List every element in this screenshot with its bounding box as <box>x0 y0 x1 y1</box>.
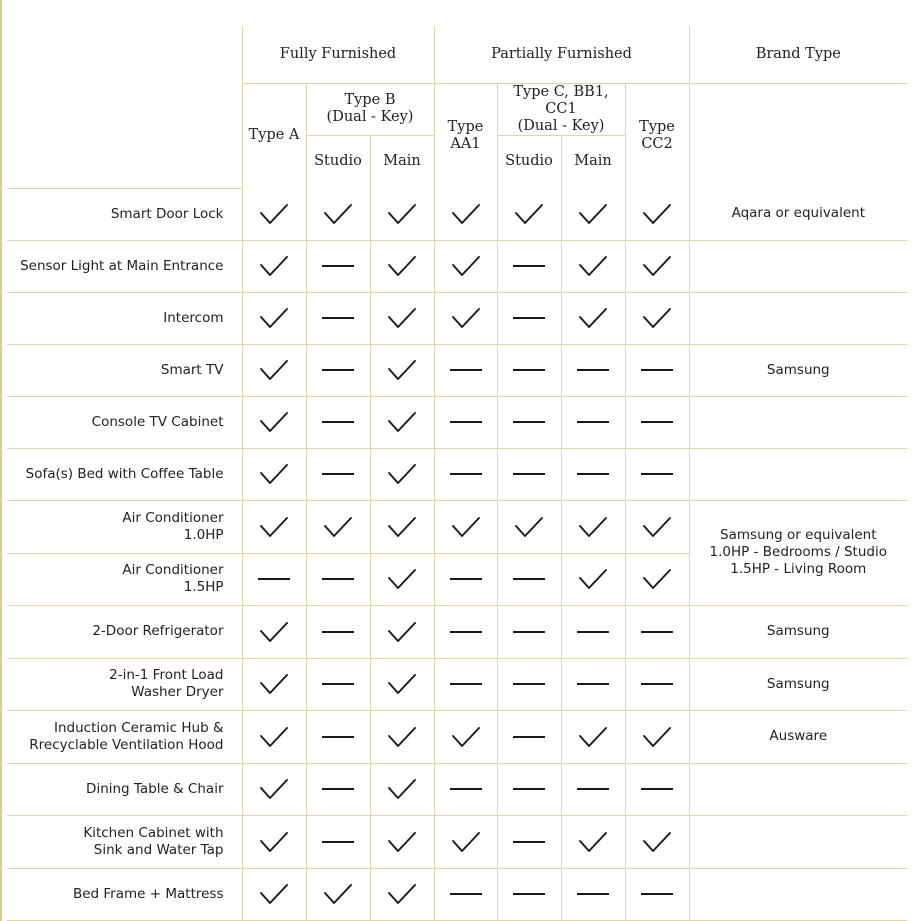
check-icon <box>387 202 417 226</box>
dash-icon <box>322 631 354 633</box>
cell-type-c-main <box>561 710 625 763</box>
feature-line: Kitchen Cabinet with <box>83 824 224 841</box>
dash-icon <box>641 631 673 633</box>
dash-icon <box>450 893 482 895</box>
table-body <box>7 188 907 920</box>
cell-type-aa1 <box>434 188 497 240</box>
cell-type-c-studio <box>497 605 561 658</box>
check-icon <box>259 306 289 330</box>
dash-icon <box>450 683 482 685</box>
check-icon <box>642 254 672 278</box>
cell-type-a <box>242 292 306 344</box>
check-icon <box>387 777 417 801</box>
dash-icon <box>513 893 545 895</box>
header-type-b-subtitle: (Dual - Key) <box>326 109 414 125</box>
brand-type-cell <box>689 658 907 710</box>
table-row <box>7 868 907 920</box>
cell-type-a <box>242 658 306 710</box>
cell-type-a <box>242 605 306 658</box>
feature-line: Smart Door Lock <box>110 205 224 222</box>
dash-icon <box>322 736 354 738</box>
feature-name <box>7 868 242 920</box>
feature-name <box>7 292 242 344</box>
cell-type-aa1 <box>434 553 497 605</box>
feature-name <box>7 240 242 292</box>
dash-icon <box>577 631 609 633</box>
feature-name <box>7 763 242 815</box>
feature-line: Dining Table & Chair <box>86 780 224 797</box>
feature-name <box>7 448 242 500</box>
check-icon <box>387 725 417 749</box>
cell-type-a <box>242 448 306 500</box>
header-blank <box>7 26 242 83</box>
cell-type-c-studio <box>497 553 561 605</box>
feature-line: Console TV Cabinet <box>91 413 224 430</box>
header-type-c-main: Main <box>561 135 625 188</box>
brand-type-cell <box>689 815 907 868</box>
cell-type-b-main <box>370 815 434 868</box>
header-brand-type: Brand Type <box>689 26 907 83</box>
dash-icon <box>577 473 609 475</box>
cell-type-b-main <box>370 240 434 292</box>
check-icon <box>259 830 289 854</box>
cell-type-c-studio <box>497 815 561 868</box>
table-row <box>7 188 907 240</box>
dash-icon <box>450 473 482 475</box>
cell-type-b-main <box>370 658 434 710</box>
dash-icon <box>513 317 545 319</box>
brand-type-cell <box>689 500 907 605</box>
cell-type-aa1 <box>434 448 497 500</box>
cell-type-b-main <box>370 710 434 763</box>
cell-type-c-studio <box>497 710 561 763</box>
dash-icon <box>577 893 609 895</box>
brand-line: Samsung or equivalent <box>720 527 877 543</box>
dash-icon <box>322 369 354 371</box>
cell-type-b-studio <box>306 658 370 710</box>
dash-icon <box>322 578 354 580</box>
cell-type-a <box>242 188 306 240</box>
cell-type-c-main <box>561 240 625 292</box>
check-icon <box>451 830 481 854</box>
check-icon <box>387 306 417 330</box>
cell-type-c-studio <box>497 868 561 920</box>
dash-icon <box>322 421 354 423</box>
feature-line: Sink and Water Tap <box>93 841 224 858</box>
feature-line: 1.0HP <box>183 526 224 543</box>
cell-type-a <box>242 763 306 815</box>
brand-type-cell <box>689 605 907 658</box>
cell-type-cc2 <box>625 710 689 763</box>
check-icon <box>323 202 353 226</box>
check-icon <box>514 515 544 539</box>
dash-icon <box>513 369 545 371</box>
brand-type-cell <box>689 292 907 344</box>
cell-type-c-studio <box>497 292 561 344</box>
furnishing-spec-table <box>7 26 907 921</box>
cell-type-c-main <box>561 868 625 920</box>
dash-icon <box>513 265 545 267</box>
check-icon <box>578 254 608 278</box>
header-partially-furnished: Partially Furnished <box>434 26 689 83</box>
check-icon <box>323 515 353 539</box>
dash-icon <box>322 841 354 843</box>
check-icon <box>578 725 608 749</box>
cell-type-cc2 <box>625 292 689 344</box>
dash-icon <box>450 421 482 423</box>
check-icon <box>259 358 289 382</box>
check-icon <box>387 882 417 906</box>
dash-icon <box>513 736 545 738</box>
check-icon <box>259 254 289 278</box>
dash-icon <box>258 578 290 580</box>
check-icon <box>642 515 672 539</box>
cell-type-b-studio <box>306 292 370 344</box>
check-icon <box>259 620 289 644</box>
check-icon <box>387 358 417 382</box>
cell-type-c-main <box>561 500 625 553</box>
cell-type-cc2 <box>625 344 689 396</box>
left-border-rule <box>0 0 2 921</box>
check-icon <box>642 306 672 330</box>
cell-type-b-studio <box>306 815 370 868</box>
cell-type-aa1 <box>434 868 497 920</box>
cell-type-c-studio <box>497 448 561 500</box>
check-icon <box>387 567 417 591</box>
feature-name <box>7 710 242 763</box>
dash-icon <box>322 788 354 790</box>
header-type-a: Type A <box>242 83 306 188</box>
feature-line: Rrecyclable Ventilation Hood <box>29 736 224 753</box>
table-row <box>7 396 907 448</box>
brand-type-cell <box>689 396 907 448</box>
cell-type-a <box>242 344 306 396</box>
table-row <box>7 658 907 710</box>
cell-type-b-studio <box>306 396 370 448</box>
dash-icon <box>513 473 545 475</box>
dash-icon <box>322 265 354 267</box>
check-icon <box>259 462 289 486</box>
cell-type-b-studio <box>306 553 370 605</box>
check-icon <box>642 202 672 226</box>
brand-type-cell <box>689 344 907 396</box>
header-type-aa1-line1: Type <box>447 118 484 135</box>
brand-line: 1.0HP - Bedrooms / Studio <box>709 544 887 560</box>
cell-type-b-main <box>370 500 434 553</box>
table-row <box>7 605 907 658</box>
cell-type-cc2 <box>625 500 689 553</box>
check-icon <box>451 254 481 278</box>
dash-icon <box>450 578 482 580</box>
header-type-c-subtitle: (Dual - Key) <box>517 117 605 134</box>
table-row <box>7 448 907 500</box>
cell-type-aa1 <box>434 605 497 658</box>
cell-type-c-studio <box>497 763 561 815</box>
header-type-c <box>497 83 625 135</box>
cell-type-aa1 <box>434 240 497 292</box>
feature-line: Air Conditioner <box>122 509 224 526</box>
feature-line: Bed Frame + Mattress <box>72 885 224 902</box>
brand-type-cell <box>689 763 907 815</box>
cell-type-b-studio <box>306 448 370 500</box>
check-icon <box>451 202 481 226</box>
dash-icon <box>513 421 545 423</box>
dash-icon <box>513 631 545 633</box>
brand-type-cell <box>689 448 907 500</box>
header-blank-3 <box>7 135 242 188</box>
check-icon <box>387 254 417 278</box>
brand-line: Ausware <box>769 728 828 744</box>
check-icon <box>578 515 608 539</box>
feature-name <box>7 553 242 605</box>
dash-icon <box>641 788 673 790</box>
cell-type-aa1 <box>434 292 497 344</box>
cell-type-b-studio <box>306 763 370 815</box>
cell-type-cc2 <box>625 658 689 710</box>
cell-type-cc2 <box>625 868 689 920</box>
dash-icon <box>641 473 673 475</box>
cell-type-aa1 <box>434 763 497 815</box>
feature-name <box>7 500 242 553</box>
brand-type-cell <box>689 240 907 292</box>
cell-type-b-main <box>370 344 434 396</box>
cell-type-aa1 <box>434 710 497 763</box>
cell-type-b-studio <box>306 188 370 240</box>
dash-icon <box>577 788 609 790</box>
dash-icon <box>322 683 354 685</box>
brand-line: Samsung <box>766 675 830 692</box>
check-icon <box>259 725 289 749</box>
cell-type-cc2 <box>625 605 689 658</box>
brand-line: Aqara or equivalent <box>731 205 865 222</box>
dash-icon <box>450 631 482 633</box>
brand-type-cell <box>689 188 907 240</box>
cell-type-b-main <box>370 448 434 500</box>
dash-icon <box>513 788 545 790</box>
dash-icon <box>577 421 609 423</box>
header-type-aa1-line2: AA1 <box>450 135 481 152</box>
cell-type-b-main <box>370 605 434 658</box>
dash-icon <box>450 369 482 371</box>
feature-line: 2-in-1 Front Load <box>109 667 224 683</box>
cell-type-b-main <box>370 188 434 240</box>
header-type-cc2-line2: CC2 <box>641 135 673 152</box>
feature-line: Sofa(s) Bed with Coffee Table <box>25 465 224 482</box>
check-icon <box>387 462 417 486</box>
cell-type-cc2 <box>625 553 689 605</box>
feature-name <box>7 344 242 396</box>
table-row <box>7 815 907 868</box>
cell-type-a <box>242 868 306 920</box>
cell-type-a <box>242 815 306 868</box>
header-type-b-main: Main <box>370 135 434 188</box>
header-type-c-title: Type C, BB1, CC1 <box>513 83 609 117</box>
cell-type-c-studio <box>497 188 561 240</box>
check-icon <box>387 830 417 854</box>
brand-line: 1.5HP - Living Room <box>730 561 867 577</box>
brand-type-cell <box>689 710 907 763</box>
check-icon <box>642 567 672 591</box>
cell-type-c-main <box>561 658 625 710</box>
table-row <box>7 710 907 763</box>
dash-icon <box>322 473 354 475</box>
header-brand-blank <box>689 83 907 188</box>
brand-line: Samsung <box>766 623 830 639</box>
check-icon <box>259 410 289 434</box>
header-type-b-title: Type B <box>344 92 396 108</box>
check-icon <box>259 672 289 696</box>
cell-type-cc2 <box>625 240 689 292</box>
check-icon <box>514 202 544 226</box>
check-icon <box>259 515 289 539</box>
cell-type-a <box>242 500 306 553</box>
cell-type-a <box>242 710 306 763</box>
table-row <box>7 763 907 815</box>
header-type-b-studio: Studio <box>306 135 370 188</box>
feature-line: Induction Ceramic Hub & <box>53 719 224 736</box>
dash-icon <box>641 369 673 371</box>
check-icon <box>387 672 417 696</box>
check-icon <box>451 725 481 749</box>
table-row <box>7 292 907 344</box>
feature-name <box>7 605 242 658</box>
check-icon <box>387 410 417 434</box>
cell-type-b-studio <box>306 868 370 920</box>
cell-type-c-main <box>561 448 625 500</box>
table-row <box>7 344 907 396</box>
dash-icon <box>577 683 609 685</box>
dash-icon <box>513 683 545 685</box>
feature-line: Intercom <box>163 309 224 326</box>
cell-type-cc2 <box>625 763 689 815</box>
cell-type-c-studio <box>497 344 561 396</box>
dash-icon <box>641 893 673 895</box>
cell-type-c-main <box>561 605 625 658</box>
cell-type-c-studio <box>497 658 561 710</box>
cell-type-b-main <box>370 763 434 815</box>
feature-line: 2-Door Refrigerator <box>92 623 224 639</box>
feature-name <box>7 396 242 448</box>
cell-type-aa1 <box>434 344 497 396</box>
check-icon <box>451 515 481 539</box>
cell-type-b-main <box>370 292 434 344</box>
cell-type-c-main <box>561 553 625 605</box>
cell-type-cc2 <box>625 815 689 868</box>
cell-type-b-studio <box>306 500 370 553</box>
cell-type-cc2 <box>625 448 689 500</box>
feature-line: Sensor Light at Main Entrance <box>20 257 224 274</box>
header-type-cc2-line1: Type <box>639 118 675 135</box>
cell-type-a <box>242 396 306 448</box>
cell-type-cc2 <box>625 188 689 240</box>
brand-type-cell <box>689 868 907 920</box>
cell-type-a <box>242 240 306 292</box>
table-row <box>7 240 907 292</box>
check-icon <box>578 306 608 330</box>
check-icon <box>259 777 289 801</box>
feature-line: Air Conditioner <box>122 562 224 578</box>
brand-line: Samsung <box>766 361 830 378</box>
header-type-aa1 <box>434 83 497 188</box>
dash-icon <box>513 578 545 580</box>
cell-type-b-studio <box>306 605 370 658</box>
feature-line: 1.5HP <box>183 579 224 595</box>
feature-name <box>7 815 242 868</box>
cell-type-a <box>242 553 306 605</box>
cell-type-cc2 <box>625 396 689 448</box>
check-icon <box>578 830 608 854</box>
cell-type-b-main <box>370 396 434 448</box>
check-icon <box>323 882 353 906</box>
table-row <box>7 500 907 553</box>
cell-type-aa1 <box>434 500 497 553</box>
dash-icon <box>641 421 673 423</box>
cell-type-c-main <box>561 292 625 344</box>
cell-type-c-studio <box>497 240 561 292</box>
header-type-cc2 <box>625 83 689 188</box>
check-icon <box>642 830 672 854</box>
check-icon <box>259 202 289 226</box>
header-type-b <box>306 83 434 135</box>
dash-icon <box>641 683 673 685</box>
cell-type-c-studio <box>497 500 561 553</box>
check-icon <box>259 882 289 906</box>
cell-type-b-main <box>370 868 434 920</box>
header-blank-2 <box>7 83 242 135</box>
cell-type-aa1 <box>434 658 497 710</box>
cell-type-c-main <box>561 396 625 448</box>
cell-type-b-studio <box>306 240 370 292</box>
cell-type-b-studio <box>306 344 370 396</box>
check-icon <box>387 620 417 644</box>
cell-type-aa1 <box>434 815 497 868</box>
dash-icon <box>513 841 545 843</box>
feature-line: Smart TV <box>160 361 224 378</box>
dash-icon <box>577 369 609 371</box>
cell-type-c-main <box>561 815 625 868</box>
cell-type-b-main <box>370 553 434 605</box>
feature-name <box>7 188 242 240</box>
check-icon <box>387 515 417 539</box>
dash-icon <box>450 788 482 790</box>
check-icon <box>451 306 481 330</box>
cell-type-b-studio <box>306 710 370 763</box>
feature-line: Washer Dryer <box>131 684 224 700</box>
cell-type-c-studio <box>497 396 561 448</box>
cell-type-aa1 <box>434 396 497 448</box>
check-icon <box>642 725 672 749</box>
check-icon <box>578 567 608 591</box>
header-type-c-studio: Studio <box>497 135 561 188</box>
cell-type-c-main <box>561 188 625 240</box>
header-fully-furnished: Fully Furnished <box>242 26 434 83</box>
cell-type-c-main <box>561 763 625 815</box>
cell-type-c-main <box>561 344 625 396</box>
check-icon <box>578 202 608 226</box>
dash-icon <box>322 317 354 319</box>
feature-name <box>7 658 242 710</box>
